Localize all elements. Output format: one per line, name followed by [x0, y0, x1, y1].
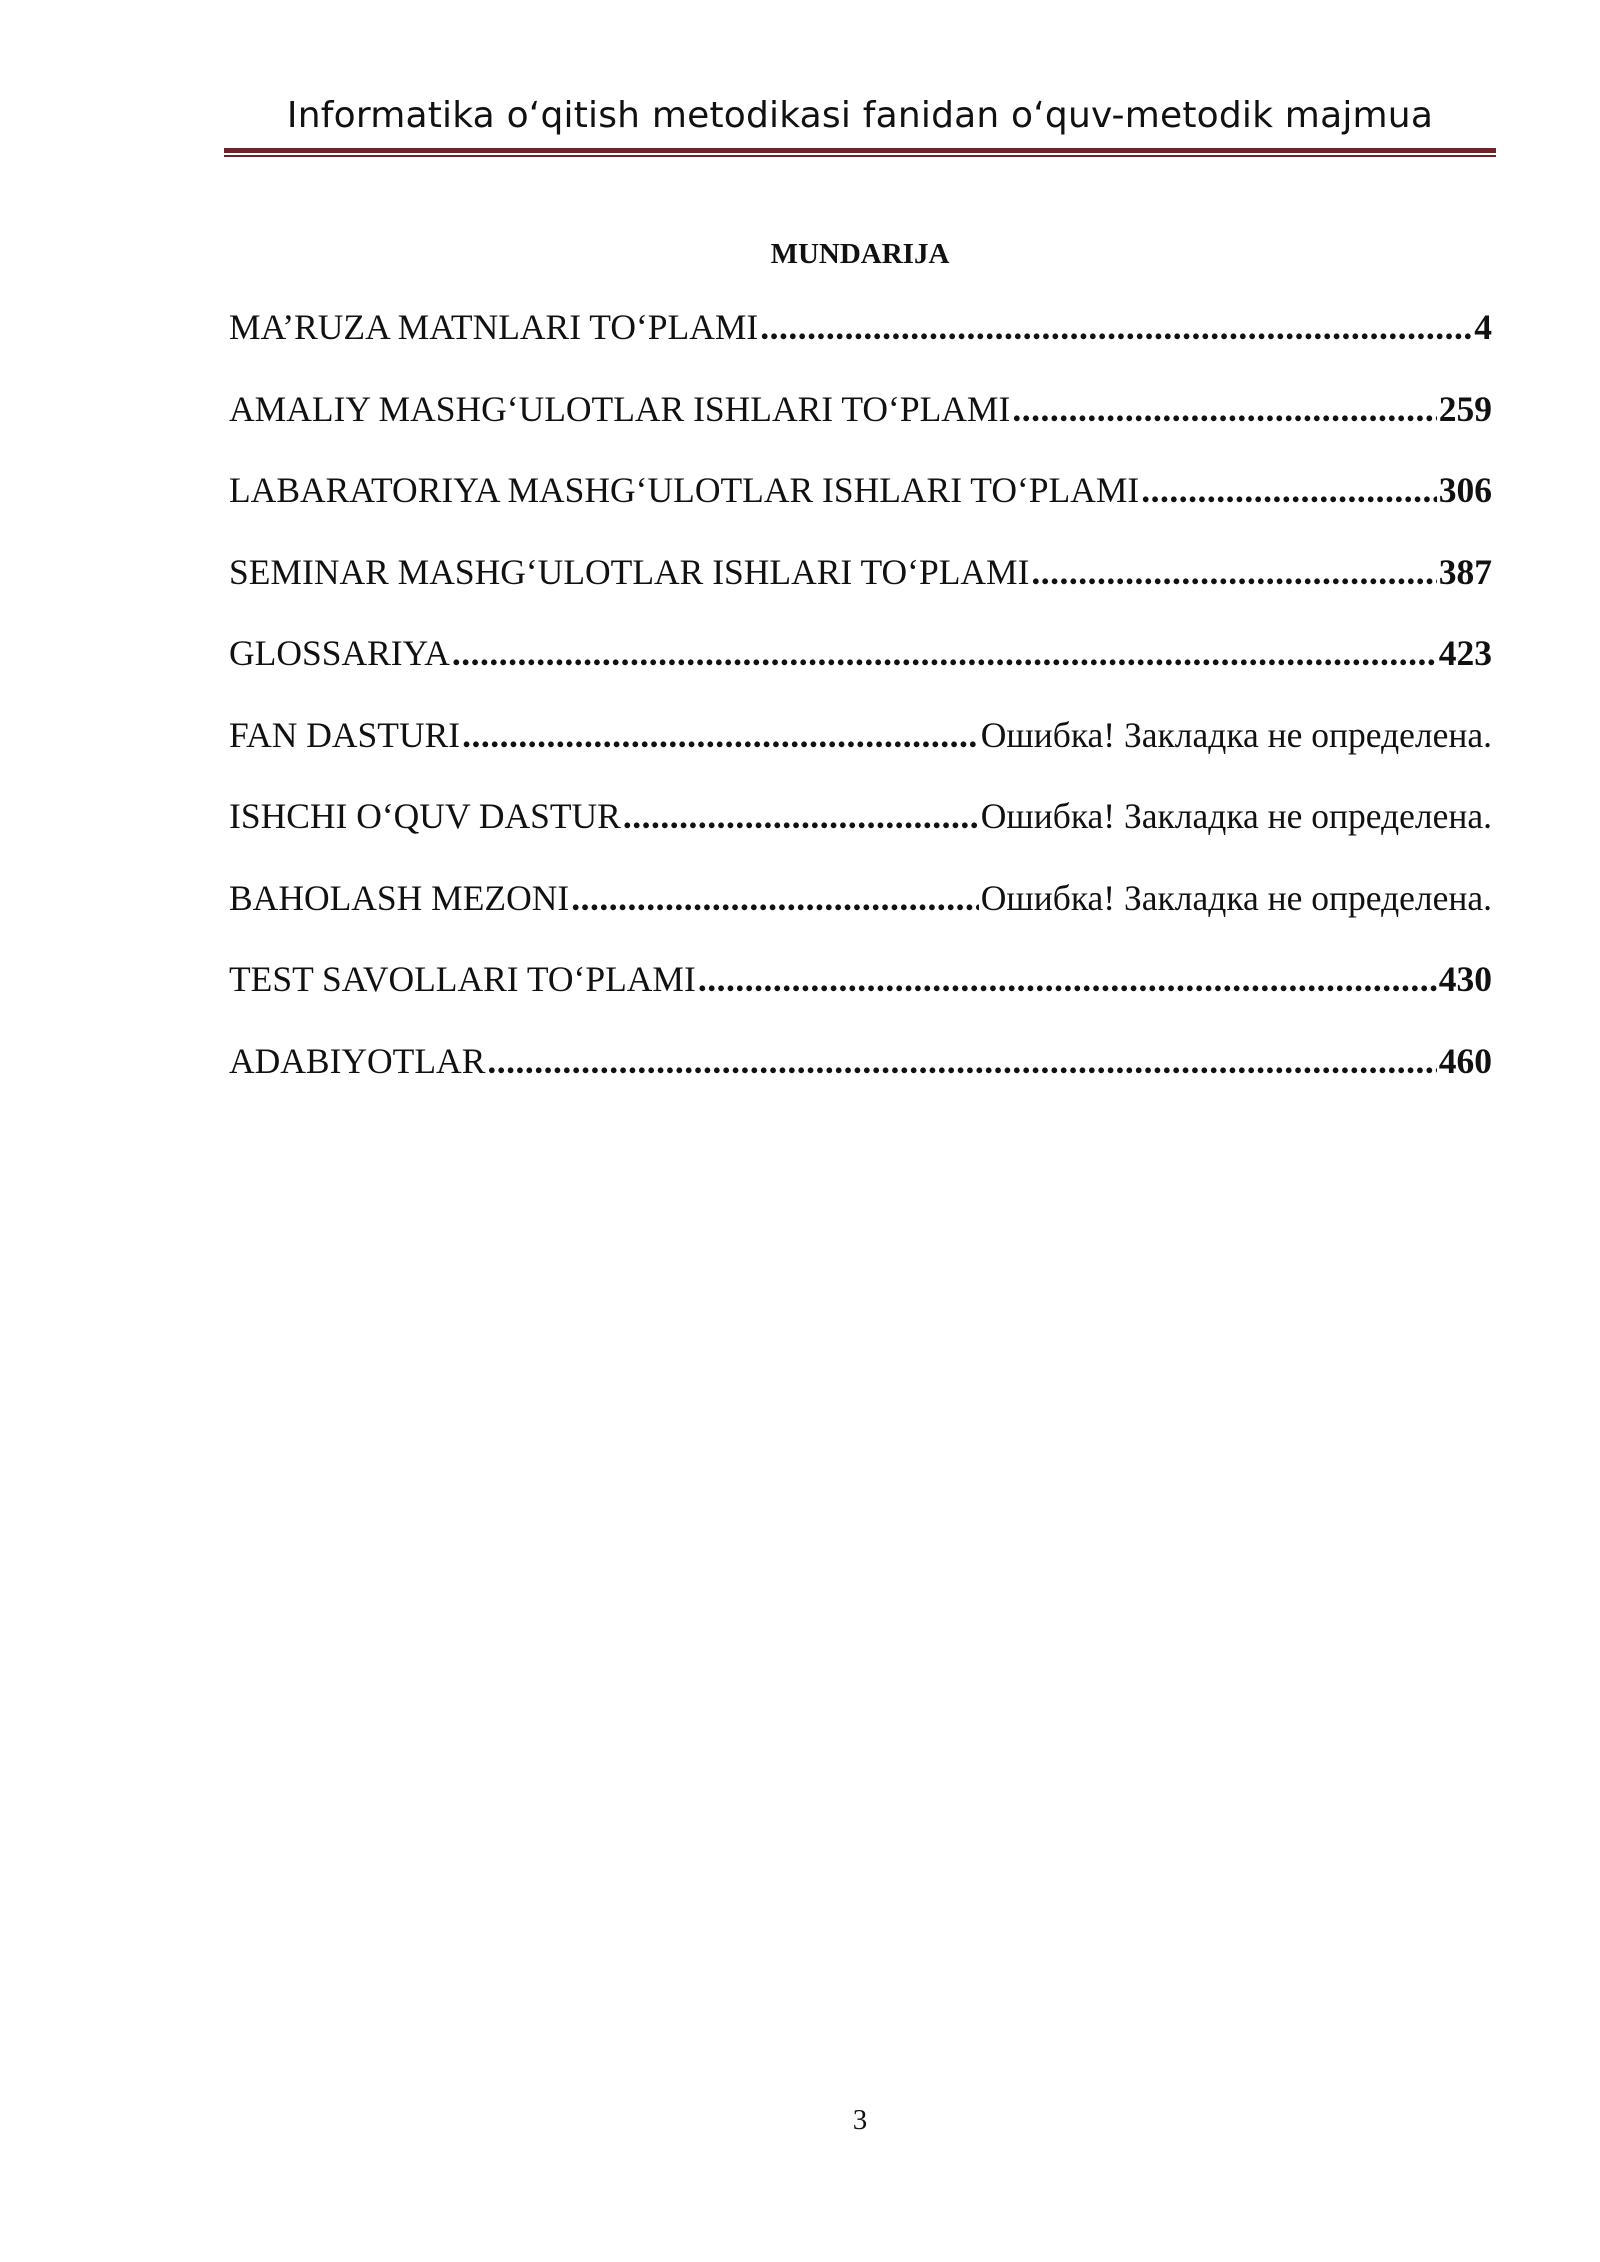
toc-entry-page: 460 — [1438, 1040, 1492, 1081]
toc-entry-label: ISHCHI O‘QUV DASTUR — [229, 796, 621, 836]
toc-entry-page: 306 — [1438, 470, 1492, 510]
toc-entry-page: 259 — [1438, 388, 1492, 429]
toc-entry-label: GLOSSARIYA — [229, 633, 450, 673]
toc-dot-leader — [487, 1036, 1436, 1086]
toc-dot-leader — [571, 873, 979, 923]
toc-dot-leader — [1012, 384, 1436, 434]
toc-entry-ishchi-oquv-dastur[interactable] — [229, 791, 1492, 873]
toc-entry-amaliy[interactable] — [229, 384, 1492, 466]
toc-entry-label: MA’RUZA MATNLARI TO‘PLAMI — [229, 307, 759, 347]
toc-entry-adabiyotlar[interactable] — [229, 1036, 1492, 1118]
toc-entry-label: ADABIYOTLAR — [229, 1040, 486, 1081]
toc-entry-test-savollari[interactable] — [229, 954, 1492, 1036]
header-rule — [224, 148, 1496, 153]
toc-entry-glossariya[interactable] — [229, 628, 1492, 710]
toc-entry-label: FAN DASTURI — [229, 714, 461, 755]
running-header-title: Informatika oʻqitish metodikasi fanidan oʻquv-metodik majmua — [286, 95, 1434, 136]
toc-dot-leader — [1031, 547, 1436, 597]
toc-dot-leader — [698, 954, 1437, 1004]
toc-entry-bookmark-error: Ошибка! Закладка не определена. — [980, 714, 1492, 755]
toc-dot-leader — [462, 710, 979, 760]
toc-entry-label: BAHOLASH MEZONI — [229, 877, 570, 918]
toc-entry-page: 430 — [1438, 959, 1492, 999]
toc-entry-page: 423 — [1438, 633, 1492, 673]
toc-entry-label: TEST SAVOLLARI TO‘PLAMI — [229, 959, 696, 999]
toc-entry-label: AMALIY MASHG‘ULOTLAR ISHLARI TO‘PLAMI — [229, 388, 1011, 429]
toc-entry-baholash-mezoni[interactable] — [229, 873, 1492, 955]
toc-entry-label: LABARATORIYA MASHG‘ULOTLAR ISHLARI TO‘PLAMI — [229, 470, 1140, 510]
toc-entry-label: SEMINAR MASHG‘ULOTLAR ISHLARI TO‘PLAMI — [229, 551, 1030, 592]
toc-dot-leader — [1141, 465, 1437, 515]
toc-entry-bookmark-error: Ошибка! Закладка не определена. — [980, 877, 1492, 918]
page-number: 3 — [852, 2104, 868, 2136]
toc-entry-fan-dasturi[interactable] — [229, 710, 1492, 792]
header-rule-thin — [224, 155, 1496, 157]
toc-dot-leader — [623, 791, 979, 841]
toc-entry-page: 4 — [1474, 307, 1492, 347]
toc-dot-leader — [760, 302, 1472, 352]
table-of-contents — [229, 302, 1492, 1117]
toc-title: MUNDARIJA — [770, 238, 950, 270]
toc-entry-labaratoriya[interactable] — [229, 465, 1492, 547]
toc-entry-bookmark-error: Ошибка! Закладка не определена. — [980, 796, 1492, 836]
toc-dot-leader — [452, 628, 1437, 678]
toc-entry-maruza[interactable] — [229, 302, 1492, 384]
toc-entry-seminar[interactable] — [229, 547, 1492, 629]
toc-entry-page: 387 — [1438, 551, 1492, 592]
